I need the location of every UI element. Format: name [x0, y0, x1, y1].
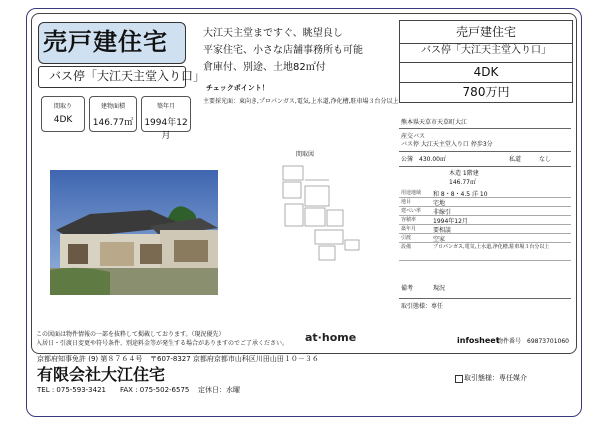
property-no: 69873701060	[527, 338, 569, 345]
detail-transport-1: 産交バス	[401, 133, 426, 140]
floorplan-drawing	[275, 156, 375, 276]
page-title: 売戸建住宅	[43, 28, 168, 56]
spec-box-layout	[41, 96, 85, 132]
disclaimer-1: この図面は物件情報の一部を抜粋して掲載しております。（現況優先）	[36, 331, 225, 338]
detail-address: 熊本県天草市天草町大江	[401, 119, 468, 126]
detail-remarks-label: 備考	[401, 285, 414, 292]
detail-price: 780万円	[462, 85, 510, 99]
detail-land-value: 430.00㎡	[419, 156, 446, 163]
company-name: 有限会社大江住宅	[37, 365, 166, 384]
license: 京都府知事免許 (9) 第８７６４号	[37, 355, 143, 363]
detail-panel	[399, 20, 571, 349]
company-address: 〒607-8327 京都府京都市山科区川田山田１０－３６	[150, 355, 319, 363]
detail-row	[399, 242, 571, 261]
detail-building-area: 146.77㎡	[449, 179, 476, 186]
checkbox-icon	[455, 375, 463, 383]
detail-remarks-2: 取引態様：専任	[401, 303, 444, 310]
spec-label: 築年月	[156, 103, 175, 110]
athome-logo: at·home	[305, 331, 357, 344]
detail-road-value: なし	[539, 156, 552, 163]
deal-type: 取引態様：専任媒介	[464, 374, 527, 382]
row-key: 設備	[401, 244, 412, 250]
spec-label: 間取り	[53, 103, 72, 110]
divider	[399, 298, 571, 299]
row-key: 容積率	[401, 217, 417, 223]
spec-value: 4DK	[53, 115, 73, 125]
divider	[399, 166, 571, 167]
row-key: 用途地域	[401, 190, 422, 196]
row-value: 要相談	[433, 227, 452, 234]
detail-title: 売戸建住宅	[455, 25, 516, 39]
detail-structure: 木造 1階建	[449, 170, 479, 177]
detail-bus-box	[399, 42, 573, 63]
disclaimer-2: 入居日・引渡日変更や符号条件、別途料金等が発生する場合がありますのでご了承ください。	[36, 340, 289, 347]
house-photo	[50, 170, 218, 295]
floorplan-label: 間取図	[296, 151, 315, 158]
checkpoint-label: チェックポイント！	[206, 84, 269, 92]
feature-3: 倉庫付、別途、土地82㎡付	[203, 62, 326, 73]
feature-1: 大江天主堂まですぐ、眺望良し	[203, 28, 343, 39]
detail-bus-stop: バス停「大江天主堂入り口」	[421, 45, 551, 56]
row-key: 建ぺい率	[401, 208, 422, 214]
infosheet-label: infosheet	[457, 336, 500, 345]
row-key: 引渡	[401, 235, 412, 241]
detail-land-label: 公簿	[401, 156, 414, 163]
row-value: 1994年12月	[433, 218, 468, 225]
spec-value: 1994年12月	[144, 118, 188, 141]
detail-layout-box	[399, 62, 573, 83]
row-value: プロパンガス,電気,上水道,浄化槽,駐車場３台分以上	[433, 244, 550, 250]
row-value: 和 8・8・4.5 洋 10	[433, 191, 488, 198]
checkpoint-text: 主要採光面：東向き,プロパンガス,電気,上水道,浄化槽,駐車場３台分以上	[203, 98, 399, 105]
company-tel: TEL : 075-593-3421	[37, 386, 106, 394]
spec-box-built	[141, 96, 191, 141]
detail-layout: 4DK	[473, 65, 499, 79]
divider	[399, 128, 571, 129]
company-fax: FAX : 075-502-6575	[120, 386, 190, 394]
spec-label: 建物面積	[100, 103, 125, 110]
detail-road-label: 私道	[509, 156, 522, 163]
row-value: 宅地	[433, 200, 446, 207]
spec-box-area	[89, 96, 137, 132]
property-no-label: 物件番号	[497, 338, 522, 345]
bus-stop-box	[38, 66, 206, 88]
spec-value: 146.77㎡	[92, 118, 134, 128]
detail-transport-2: バス停 大江天主堂入り口 停歩3分	[401, 141, 493, 148]
company-holiday: 定休日：水曜	[198, 386, 240, 394]
feature-2: 平家住宅、小さな店舗事務所も可能	[203, 45, 363, 56]
row-key: 地目	[401, 199, 412, 205]
title-box	[38, 22, 186, 64]
row-value: 非線引	[433, 209, 452, 216]
detail-price-box	[399, 82, 573, 103]
row-value: 空家	[433, 236, 446, 243]
bus-stop-label: バス停「大江天主堂入り口」	[49, 69, 206, 83]
divider	[399, 151, 571, 152]
row-key: 築年月	[401, 226, 417, 232]
detail-title-box	[399, 20, 573, 44]
detail-remarks-value: 現況	[433, 285, 446, 292]
